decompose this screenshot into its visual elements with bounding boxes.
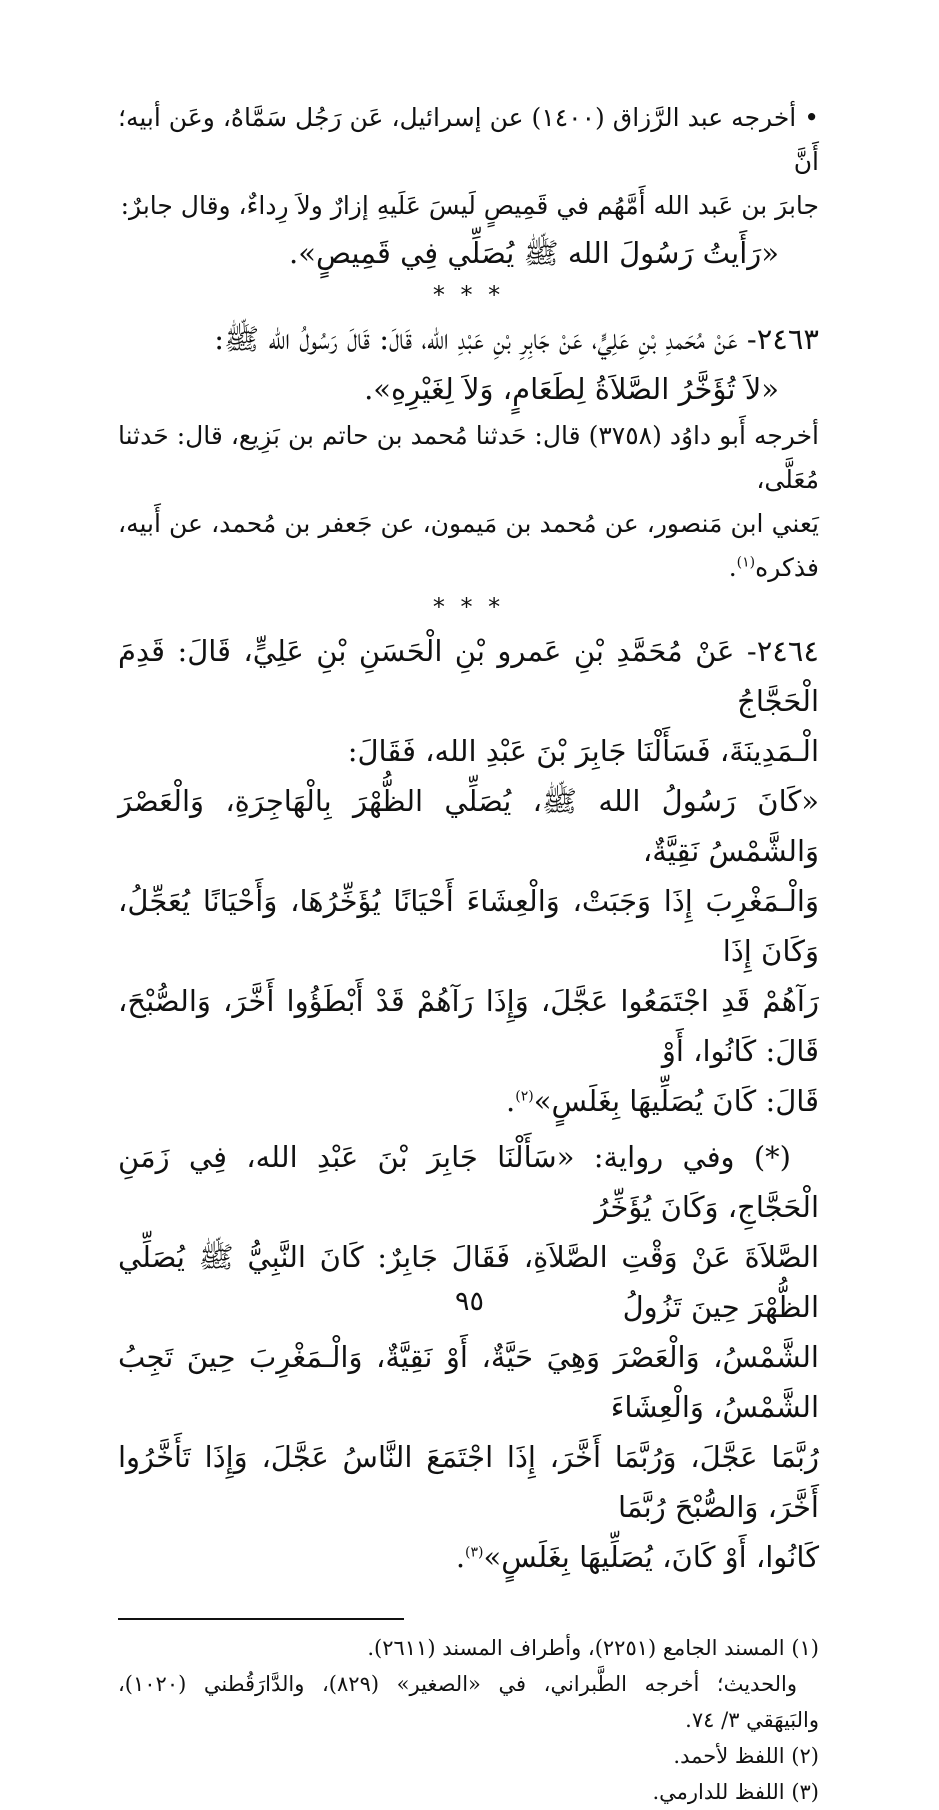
hadith-text-line: ٢٤٦٣- عَنْ مُحَمدِ بْنِ عَلِيٍّ، عَنْ جَابِرِ بْنِ عَبْدِ الله، قَالَ: قَالَ رَسُولُ الله ﷺ: xyxy=(214,322,819,356)
hadith-text-line: وَالْـمَغْرِبَ إِذَا وَجَبَتْ، وَالْعِشَاءَ أَحْيَانًا يُؤَخِّرُهَا، وَأَحْيَانًا يُعَجِّلُ، وَكَانَ إِذَا xyxy=(118,884,819,968)
text-line: جابرَ بن عَبد الله أَمَّهُم في قَمِيصٍ لَيسَ عَلَيهِ إزارٌ ولاَ رِداءٌ، وقال جابرٌ: xyxy=(120,191,819,220)
takhrij-line: أخرجه أَبو داوُد (٣٧٥٨) قال: حَدثنا مُحمد بن حاتم بن بَزِيع، قال: حَدثنا مُعَلَّى، xyxy=(118,421,820,494)
hadith-text-line: الْـمَدِينَةَ، فَسَأَلْنَا جَابِرَ بْنَ عَبْدِ الله، فَقَالَ: xyxy=(347,734,819,768)
text-span: يَعني ابن مَنصور، عن مُحمد بن مَيمون، عن جَعفر بن مُحمد، عن أَبيه، فذكره xyxy=(118,509,819,582)
hadith-text-line: الشَّمْسُ، وَالْعَصْرَ وَهِيَ حَيَّةٌ، أَوْ نَقِيَّةٌ، وَالْـمَغْرِبَ حِينَ تَجِبُ الشَّمْسُ، وَالْعِشَاءَ xyxy=(118,1340,819,1424)
text-span: كَانُوا، أَوْ كَانَ، يُصَلِّيهَا بِغَلَسٍ» xyxy=(483,1540,819,1574)
footnote-divider xyxy=(118,1618,404,1620)
hadith-2463 xyxy=(118,314,819,590)
takhrij-block-razzaq xyxy=(118,96,819,278)
footnotes xyxy=(118,1630,819,1810)
hadith-matn: «رَأَيتُ رَسُولَ الله ﷺ يُصَلِّي فِي قَمِيصٍ». xyxy=(289,236,779,270)
footnote-ref[interactable]: (٢) xyxy=(515,1088,534,1105)
footnote-1-continuation: والحديث؛ أخرجه الطَّبراني، في «الصغير» (٨٢٩)، والدَّارَقُطني (١٠٢٠)، والبَيهَقي ٣/ ٧٤. xyxy=(118,1672,819,1732)
section-separator: * * * xyxy=(432,593,505,621)
hadith-2464 xyxy=(118,626,819,1126)
footnote-3: (٣) اللفظ للدارمي. xyxy=(652,1780,819,1804)
hadith-text-line: رُبَّمَا عَجَّلَ، وَرُبَّمَا أَخَّرَ، إِذَا اجْتَمَعَ النَّاسُ عَجَّلَ، وَإِذَا تَأَخَّرُوا أَخَّرَ، وَالصُّبْحَ رُبَّمَا xyxy=(118,1440,819,1524)
page-number: ٩٥ xyxy=(454,1286,484,1317)
text-line xyxy=(118,96,819,184)
section-separator: * * * xyxy=(432,281,505,309)
hadith-text-line: «كَانَ رَسُولُ الله ﷺ، يُصَلِّي الظُّهْرَ بِالْهَاجِرَةِ، وَالْعَصْرَ وَالشَّمْسُ نَقِيَّةٌ، xyxy=(118,784,819,868)
takhrij-line: يَعني ابن مَنصور، عن مُحمد بن مَيمون، عن جَعفر بن مُحمد، عن أَبيه، فذكره$^{(١)}$. xyxy=(118,509,819,582)
footnote-ref[interactable]: (٣) xyxy=(465,1544,484,1561)
footnote-ref[interactable]: (١) xyxy=(736,554,756,571)
riwaya-block xyxy=(118,1132,819,1582)
bullet: • xyxy=(804,103,819,132)
text-span: قَالَ: كَانَ يُصَلِّيهَا بِغَلَسٍ» xyxy=(533,1084,819,1118)
hadith-text-line: كَانُوا، أَوْ كَانَ، يُصَلِّيهَا بِغَلَسٍ»$^{(٣)}$. xyxy=(455,1540,819,1574)
hadith-text-line: ٢٤٦٤- عَنْ مُحَمَّدِ بْنِ عَمرو بْنِ الْحَسَنِ بْنِ عَلِيٍّ، قَالَ: قَدِمَ الْحَجَّاجُ xyxy=(118,634,819,718)
hadith-matn: «لاَ تُؤَخَّرُ الصَّلاَةُ لِطَعَامٍ، وَلاَ لِغَيْرِهِ». xyxy=(364,372,779,406)
hadith-text-line: الصَّلاَةَ عَنْ وَقْتِ الصَّلاَةِ، فَقَالَ جَابِرٌ: كَانَ النَّبِيُّ ﷺ يُصَلِّي الظُّهْرَ حِينَ تَزُولُ xyxy=(118,1240,819,1324)
hadith-text-line: قَالَ: كَانَ يُصَلِّيهَا بِغَلَسٍ»$^{(٢)}$. xyxy=(506,1084,819,1118)
hadith-text-line: رَآهُمْ قَدِ اجْتَمَعُوا عَجَّلَ، وَإِذَا رَآهُمْ قَدْ أَبْطَؤُوا أَخَّرَ، وَالصُّبْحَ، قَالَ: كَانُوا، أَوْ xyxy=(118,984,819,1068)
text-span: أخرجه عبد الرَّزاق (١٤٠٠) عن إسرائيل، عَن رَجُل سَمَّاهُ، وعَن أبيه؛ أَنَّ xyxy=(118,103,819,176)
hadith-text-line: (*) وفي رواية: «سَأَلْنَا جَابِرَ بْنَ عَبْدِ الله، فِي زَمَنِ الْحَجَّاجِ، وَكَانَ يُؤَخِّرُ xyxy=(118,1140,819,1224)
footnote-1: (١) المسند الجامع (٢٢٥١)، وأطراف المسند (٢٦١١). xyxy=(367,1636,819,1660)
footnote-2: (٢) اللفظ لأحمد. xyxy=(673,1744,819,1768)
